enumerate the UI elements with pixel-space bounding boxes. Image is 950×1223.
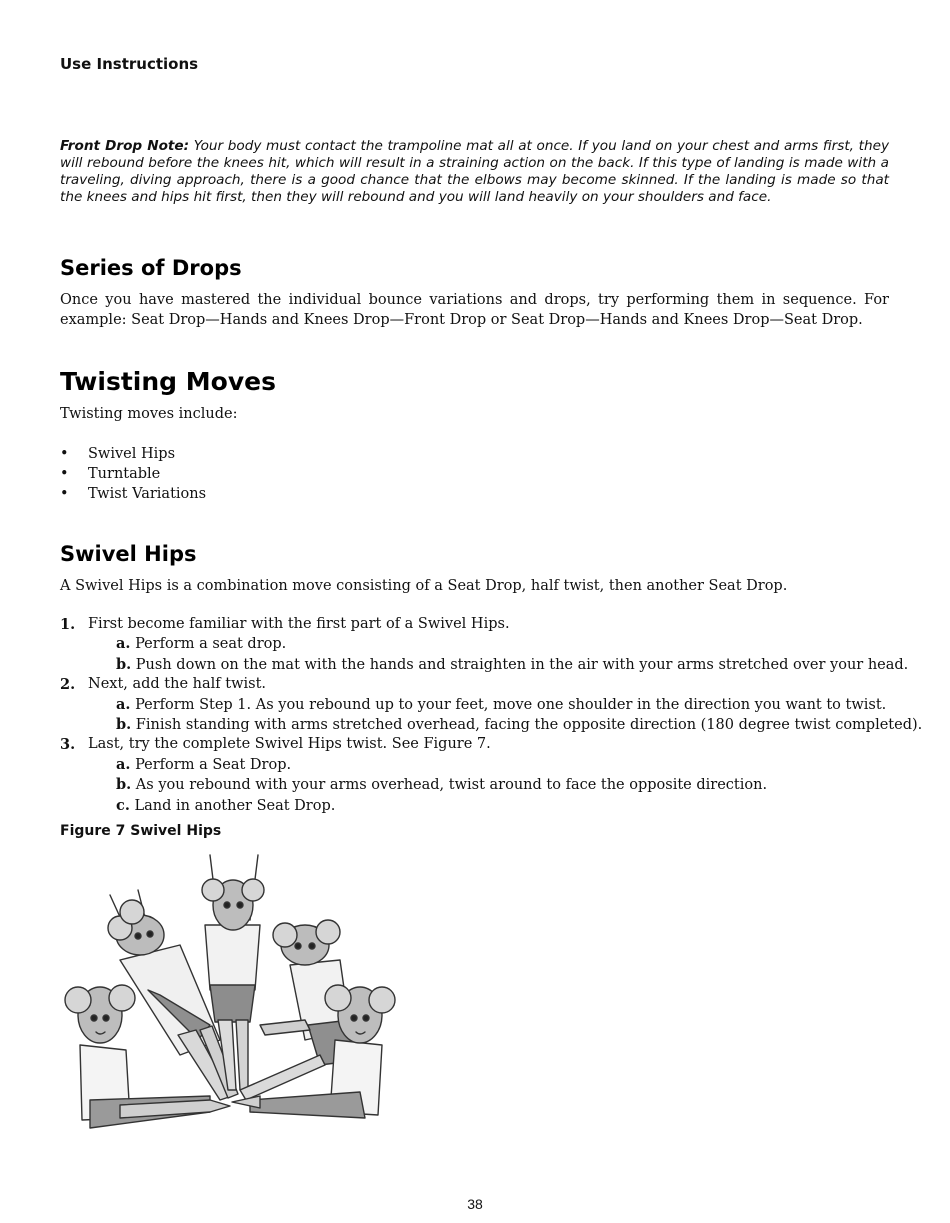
substep-text: Perform Step 1. As you rebound up to your feet, move one shoulder in the direction you want to twist. — [135, 696, 887, 713]
substep — [88, 775, 922, 795]
substep — [88, 755, 922, 775]
swivel-hips-steps — [60, 615, 922, 816]
substep-text: Finish standing with arms stretched overhead, facing the opposite direction (180 degree twist completed). — [135, 717, 923, 734]
step-number: 1. — [60, 616, 76, 633]
substep-letter: a. — [116, 635, 131, 653]
step-text: Next, add the half twist. — [88, 676, 267, 693]
twisting-moves-list — [60, 444, 206, 504]
substep-text: Push down on the mat with the hands and straighten in the air with your arms stretched over your head. — [135, 656, 909, 673]
substep-letter: b. — [116, 716, 132, 734]
substep-text: As you rebound with your arms overhead, twist around to face the opposite direction. — [135, 777, 768, 794]
substep-letter: c. — [116, 796, 130, 814]
substep-letter: b. — [116, 655, 132, 673]
step-number: 3. — [60, 736, 76, 754]
heading-swivel-hips: Swivel Hips — [60, 542, 197, 566]
page-number: 38 — [467, 1196, 483, 1212]
heading-twisting-moves: Twisting Moves — [60, 367, 276, 396]
note-label: Front Drop Note: — [60, 138, 190, 154]
heading-series-of-drops: Series of Drops — [60, 256, 242, 280]
list-item: • Swivel Hips — [60, 444, 206, 464]
swivel-hips-intro: A Swivel Hips is a combination move consisting of a Seat Drop, half twist, then another Seat Drop. — [60, 578, 788, 594]
swivel-hips-illustration — [60, 850, 405, 1135]
substep-letter: a. — [116, 695, 131, 713]
substep-text: Perform a seat drop. — [135, 636, 287, 653]
step-text: First become familiar with the first part of a Swivel Hips. — [88, 616, 510, 632]
substep — [88, 796, 922, 816]
figure-caption: Figure 7 Swivel Hips — [60, 823, 222, 839]
running-header: Use Instructions — [60, 55, 199, 73]
twisting-moves-intro: Twisting moves include: — [60, 406, 238, 422]
list-item: • Twist Variations — [60, 484, 206, 504]
substep-text: Perform a Seat Drop. — [135, 756, 292, 773]
substep-letter: b. — [116, 776, 132, 794]
substep-letter: a. — [116, 755, 131, 773]
note-text: Your body must contact the trampoline mat all at once. If you land on your chest and arms first, they will rebound before the knees hit, which will result in a straining action on the back. If this type of landing is made with a traveling, diving approach, there is a good chance that the elbows may become skinned. If the landing is made so that the knees and hips hit first, then they will rebound and you will land heavily on your shoulders and face. — [60, 138, 889, 205]
step-text: Last, try the complete Swivel Hips twist. See Figure 7. — [88, 736, 491, 753]
substep — [88, 715, 922, 735]
list-item: • Turntable — [60, 464, 206, 484]
series-of-drops-body: Once you have mastered the individual bounce variations and drops, try performing them in sequence. For example: Seat Drop—Hands and Knees Drop—Front Drop or Seat Drop—Hands and Knees Drop—Seat Drop. — [60, 292, 889, 328]
substep — [88, 634, 922, 654]
substep — [88, 695, 922, 715]
step-number: 2. — [60, 676, 76, 694]
step-item — [60, 735, 922, 816]
step-item — [60, 675, 922, 735]
substep — [88, 655, 922, 675]
step-item — [60, 615, 922, 675]
substep-text: Land in another Seat Drop. — [134, 797, 336, 814]
front-drop-note — [60, 138, 889, 206]
